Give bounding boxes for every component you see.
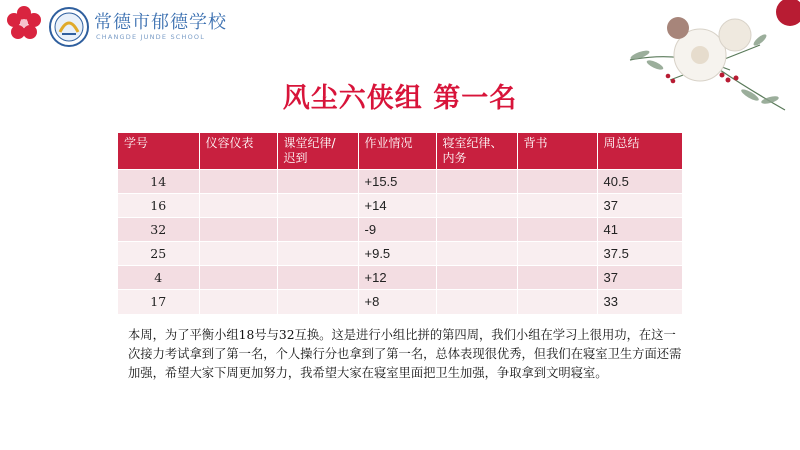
table-cell: 14 — [118, 170, 199, 194]
table-cell — [436, 194, 517, 218]
table-cell — [517, 290, 597, 314]
table-cell: 25 — [118, 242, 199, 266]
table-cell — [517, 194, 597, 218]
table-cell — [517, 218, 597, 242]
table-cell — [199, 266, 277, 290]
column-header-recitation: 背书 — [517, 133, 597, 170]
table-cell — [517, 266, 597, 290]
table-cell — [517, 170, 597, 194]
table-cell — [199, 290, 277, 314]
table-cell — [277, 266, 358, 290]
weekly-summary-text: 本周，为了平衡小组18号与32互换。这是进行小组比拼的第四周，我们小组在学习上很用功，在这一次接力考试拿到了第一名，个人操行分也拿到了第一名，总体表现很优秀，但我们在寝室卫生方面还需加强，希望大家下周更加努力，我希望大家在寝室里面把卫生加强，争取拿到文明寝室。 — [128, 328, 682, 380]
table-cell: 17 — [118, 290, 199, 314]
school-logo-area — [4, 4, 227, 50]
table-cell: 33 — [597, 290, 682, 314]
table-cell — [436, 218, 517, 242]
table-cell — [436, 170, 517, 194]
table-cell: 37.5 — [597, 242, 682, 266]
table-cell: 37 — [597, 266, 682, 290]
table-cell — [199, 218, 277, 242]
table-cell — [277, 242, 358, 266]
table-cell — [277, 290, 358, 314]
table-cell: +12 — [358, 266, 436, 290]
table-row — [118, 290, 682, 314]
school-name: 常德市郁德学校 — [94, 12, 227, 33]
table-cell: 41 — [597, 218, 682, 242]
table-cell — [436, 266, 517, 290]
table-cell: 16 — [118, 194, 199, 218]
table-row — [118, 242, 682, 266]
table-cell — [436, 290, 517, 314]
school-name-english: CHANGDE JUNDE SCHOOL — [96, 33, 206, 41]
table-cell — [277, 170, 358, 194]
table-cell: 40.5 — [597, 170, 682, 194]
table-row — [118, 218, 682, 242]
table-cell — [517, 242, 597, 266]
score-table — [118, 133, 683, 314]
table-cell — [199, 194, 277, 218]
page-title: 风尘六侠组 第一名 — [282, 83, 518, 114]
column-header-student-number: 学号 — [118, 133, 199, 170]
table-cell: +8 — [358, 290, 436, 314]
table-cell: 32 — [118, 218, 199, 242]
table-cell — [436, 242, 517, 266]
table-cell — [277, 194, 358, 218]
column-header-weekly-total: 周总结 — [597, 133, 682, 170]
column-header-appearance: 仪容仪表 — [199, 133, 277, 170]
table-row — [118, 170, 682, 194]
table-header-row — [118, 133, 682, 170]
school-badge-icon — [48, 6, 90, 48]
column-header-dorm-discipline: 寝室纪律、 内务 — [436, 133, 517, 170]
column-header-homework: 作业情况 — [358, 133, 436, 170]
table-row — [118, 266, 682, 290]
table-cell: 4 — [118, 266, 199, 290]
table-cell: +14 — [358, 194, 436, 218]
table-cell: +9.5 — [358, 242, 436, 266]
table-cell: -9 — [358, 218, 436, 242]
table-row — [118, 194, 682, 218]
table-cell: +15.5 — [358, 170, 436, 194]
plum-blossom-icon — [4, 4, 44, 44]
column-header-class-discipline: 课堂纪律/ 迟到 — [277, 133, 358, 170]
table-cell: 37 — [597, 194, 682, 218]
table-cell — [199, 170, 277, 194]
table-cell — [199, 242, 277, 266]
table-cell — [277, 218, 358, 242]
